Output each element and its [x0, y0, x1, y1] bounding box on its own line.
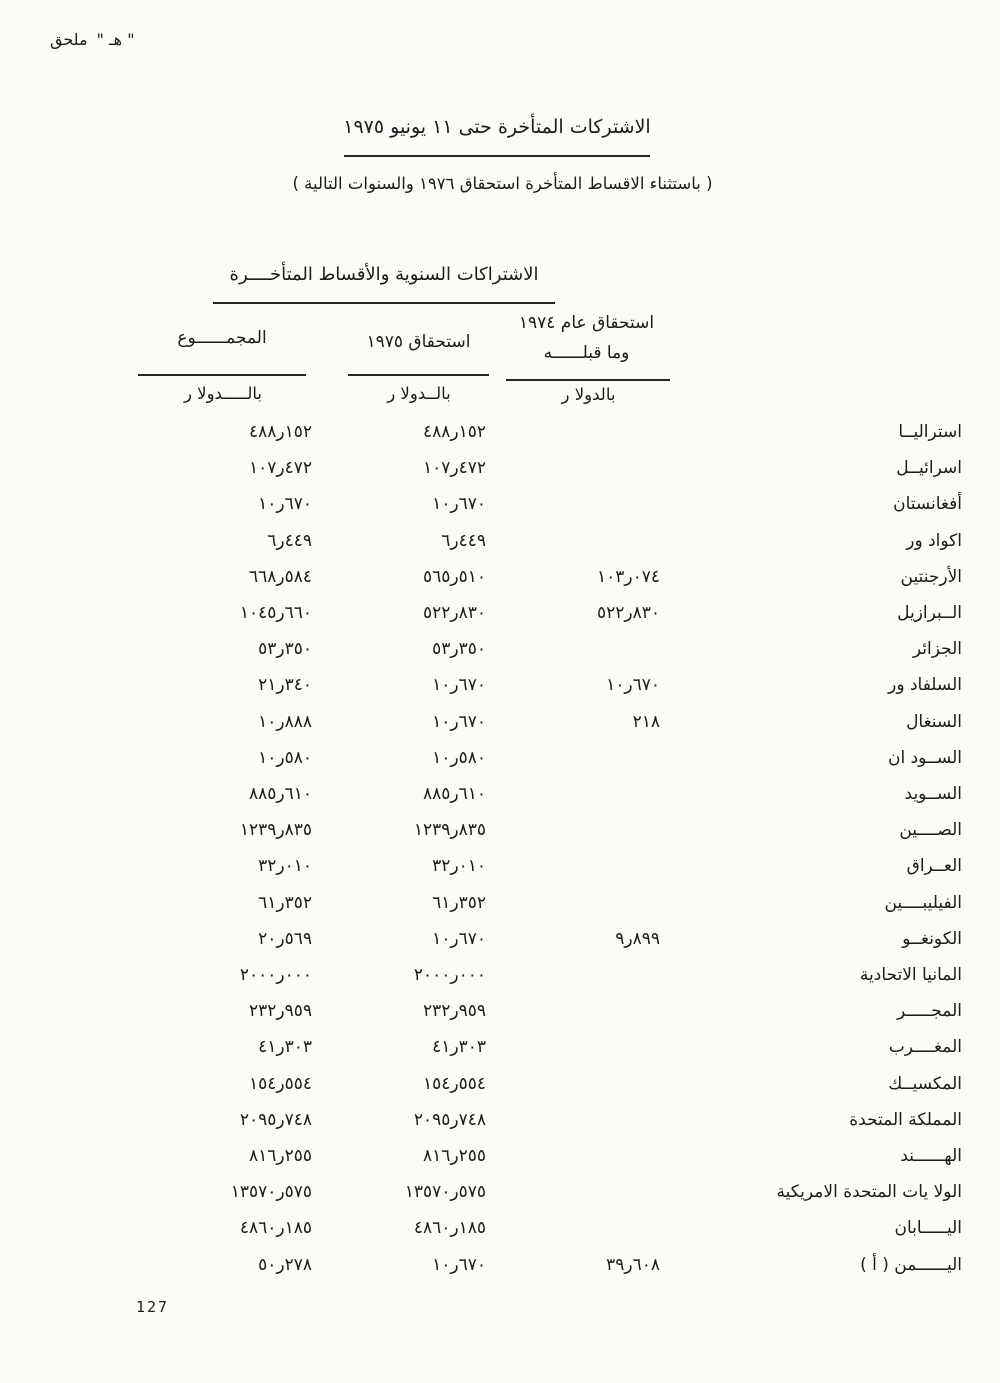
amount-total: ٢٠٠٠ر٠٠٠: [239, 965, 312, 985]
table-row: [0, 667, 1000, 703]
amount-total: ٢٠ر٥٦٩: [258, 928, 312, 949]
amount-total: ٦ر٤٤٩: [267, 530, 312, 551]
country-name: الجزائر: [912, 639, 962, 660]
unit-label-due-1975: بالــدولا ر: [387, 384, 451, 403]
amount-total: ٨١٦ر٢٥٥: [249, 1146, 312, 1166]
amount-due-1975: ٢٣٢ر٩٥٩: [423, 1001, 486, 1022]
table-row: [0, 1066, 1000, 1102]
table-row: [0, 1210, 1000, 1246]
table-row: [0, 1102, 1000, 1138]
country-name: الهــــــند: [900, 1146, 962, 1166]
amount-total: ٤١ر٣٠٣: [258, 1037, 312, 1058]
country-name: اليــــــمن ( أ ): [860, 1254, 962, 1275]
amount-total: ١٠٤٥ر٦٦٠: [239, 603, 312, 623]
country-name: العــراق: [906, 856, 962, 877]
amount-total: ٤٨٦٠ر١٨٥: [239, 1218, 312, 1239]
country-name: المجـــــر: [897, 1001, 962, 1022]
column-rule-due-1974: [506, 379, 670, 381]
amount-total: ٣٢ر٠١٠: [258, 856, 312, 877]
table-row: [0, 1174, 1000, 1210]
document-subtitle: ( باستثناء الاقساط المتأخرة استحقاق ١٩٧٦ والسنوات التالية ): [292, 174, 713, 193]
amount-due-1975: ٤٨٨ر١٥٢: [423, 422, 486, 442]
amount-total: ١٠ر٨٨٨: [258, 711, 312, 732]
country-name: الصــــين: [899, 820, 962, 841]
table-row: [0, 704, 1000, 740]
amount-due-1975: ١٠٧ر٤٧٢: [423, 458, 486, 479]
amount-total: ٥٠ر٢٧٨: [258, 1254, 312, 1275]
country-name: المغــــرب: [888, 1037, 962, 1058]
amount-due-1974-and-prior: ١٠٣ر٠٧٤: [597, 566, 660, 587]
amount-due-1975: ١٢٣٩ر٨٣٥: [413, 820, 486, 841]
table-row: [0, 957, 1000, 993]
amount-due-1975: ٤٨٦٠ر١٨٥: [413, 1218, 486, 1239]
table-row: [0, 631, 1000, 667]
column-rule-total: [138, 374, 306, 376]
amount-due-1975: ٥٢٢ر٨٣٠: [423, 603, 486, 623]
amount-total: ١٠ر٥٨٠: [258, 747, 312, 768]
amount-due-1975: ١٥٤ر٥٥٤: [423, 1073, 486, 1094]
amount-due-1975: ١٠ر٦٧٠: [432, 494, 486, 515]
country-name: الأرجنتين: [900, 566, 962, 587]
country-name: السنغال: [906, 711, 962, 732]
amount-due-1975: ٢٠٠٠ر٠٠٠: [413, 965, 486, 985]
column-header-due-1974-line2: وما قبلــــــه: [543, 343, 630, 363]
table-row: [0, 776, 1000, 812]
table-row: [0, 848, 1000, 884]
amount-due-1975: ٢٠٩٥ر٧٤٨: [413, 1109, 486, 1130]
table-row: [0, 559, 1000, 595]
amount-total: ٢١ر٣٤٠: [258, 675, 312, 696]
country-name: الســويد: [904, 784, 962, 804]
country-name: الــبرازيل: [897, 603, 962, 623]
amount-due-1974-and-prior: ٥٢٢ر٨٣٠: [597, 603, 660, 623]
amount-due-1975: ٥٦٥ر٥١٠: [423, 566, 486, 587]
amount-due-1975: ٣٢ر٠١٠: [432, 856, 486, 877]
amount-total: ١٠ر٦٧٠: [258, 494, 312, 515]
country-name: المملكة المتحدة: [849, 1109, 962, 1130]
amount-due-1975: ٦١ر٣٥٢: [432, 892, 486, 913]
amount-due-1975: ١٠ر٥٨٠: [432, 747, 486, 768]
arrears-table-body: [0, 414, 1000, 1294]
annex-ref: " هـ ": [96, 30, 135, 49]
amount-due-1975: ٥٣ر٣٥٠: [432, 639, 486, 660]
table-row: [0, 523, 1000, 559]
amount-total: ٦٦٨ر٥٨٤: [249, 566, 312, 587]
amount-due-1974-and-prior: ٢١٨: [632, 711, 660, 732]
amount-total: ٥٣ر٣٥٠: [258, 639, 312, 660]
title-rule: [344, 155, 650, 157]
amount-due-1975: ١٠ر٦٧٠: [432, 1254, 486, 1275]
amount-due-1975: ٦ر٤٤٩: [441, 530, 486, 551]
country-name: المكسيــك: [888, 1073, 962, 1094]
column-header-due-1975: استحقاق ١٩٧٥: [366, 332, 471, 352]
amount-total: ٢٣٢ر٩٥٩: [249, 1001, 312, 1022]
column-header-due-1974-line1: استحقاق عام ١٩٧٤: [518, 313, 655, 333]
country-name: المانيا الاتحادية: [859, 965, 962, 985]
amount-due-1974-and-prior: ٩ر٨٩٩: [615, 928, 660, 949]
amount-total: ١٠٧ر٤٧٢: [249, 458, 312, 479]
country-name: السلفاد ور: [888, 675, 962, 696]
table-row: [0, 486, 1000, 522]
amount-due-1974-and-prior: ٣٩ر٦٠٨: [606, 1254, 660, 1275]
annex-word: ملحق: [50, 30, 88, 49]
country-name: الولا يات المتحدة الامريكية: [776, 1182, 962, 1203]
table-row: [0, 885, 1000, 921]
section-title-rule: [213, 302, 555, 304]
country-name: اكواد ور: [906, 530, 962, 551]
amount-total: ٤٨٨ر١٥٢: [249, 422, 312, 442]
table-row: [0, 1138, 1000, 1174]
unit-label-total: بالـــــدولا ر: [183, 384, 263, 403]
country-name: الكونغــو: [902, 928, 962, 949]
table-row: [0, 414, 1000, 450]
page-number: 127: [136, 1298, 170, 1316]
country-name: أفغانستان: [893, 494, 962, 515]
table-row: [0, 595, 1000, 631]
column-rule-due-1975: [348, 374, 489, 376]
table-section-title: الاشتراكات السنوية والأقساط المتأخــــرة: [229, 264, 539, 285]
amount-due-1975: ٤١ر٣٠٣: [432, 1037, 486, 1058]
amount-due-1975: ٨٨٥ر٦١٠: [423, 784, 486, 804]
annex-label: [50, 30, 135, 49]
amount-total: ٦١ر٣٥٢: [258, 892, 312, 913]
table-row: [0, 993, 1000, 1029]
amount-total: ١٣٥٧٠ر٥٧٥: [230, 1182, 312, 1203]
amount-total: ١٥٤ر٥٥٤: [249, 1073, 312, 1094]
table-row: [0, 812, 1000, 848]
amount-due-1975: ١٣٥٧٠ر٥٧٥: [404, 1182, 486, 1203]
amount-due-1974-and-prior: ١٠ر٦٧٠: [606, 675, 660, 696]
table-row: [0, 921, 1000, 957]
column-header-total: المجمــــــوع: [177, 328, 267, 348]
country-name: الســود ان: [888, 747, 962, 768]
amount-due-1975: ١٠ر٦٧٠: [432, 675, 486, 696]
amount-total: ٨٨٥ر٦١٠: [249, 784, 312, 804]
amount-total: ٢٠٩٥ر٧٤٨: [239, 1109, 312, 1130]
column-header-due-1974-and-prior: [498, 308, 675, 368]
country-name: الفيليبــــين: [884, 892, 962, 913]
country-name: اليـــــابان: [894, 1218, 962, 1239]
table-row: [0, 450, 1000, 486]
table-row: [0, 1029, 1000, 1065]
amount-due-1975: ٨١٦ر٢٥٥: [423, 1146, 486, 1166]
amount-due-1975: ١٠ر٦٧٠: [432, 928, 486, 949]
country-name: اسرائيــل: [896, 458, 962, 479]
amount-due-1975: ١٠ر٦٧٠: [432, 711, 486, 732]
amount-total: ١٢٣٩ر٨٣٥: [239, 820, 312, 841]
document-title: الاشتركات المتأخرة حتى ١١ يونيو ١٩٧٥: [343, 116, 651, 138]
table-row: [0, 1247, 1000, 1283]
table-row: [0, 740, 1000, 776]
country-name: استراليــا: [898, 422, 962, 442]
unit-label-due-1974: بالدولا ر: [561, 385, 616, 404]
